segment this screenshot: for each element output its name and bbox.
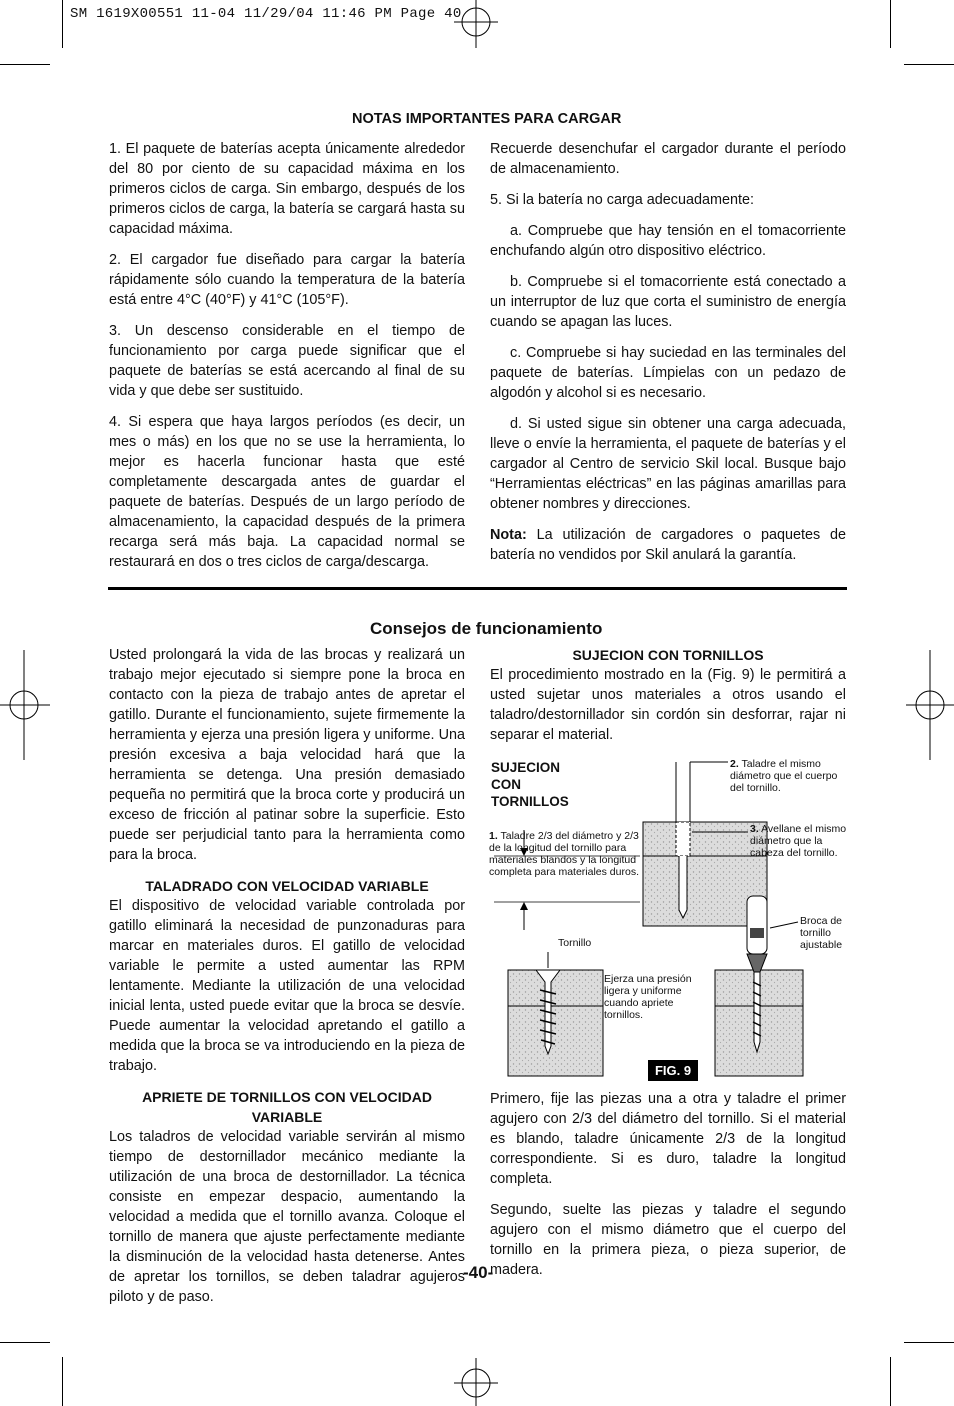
note-5a: a. Compruebe que hay tensión en el tomacorriente enchufando algún otro dispositivo eléctrico.	[490, 223, 846, 259]
registration-mark-right	[902, 650, 954, 760]
screw-fastening-text: El procedimiento mostrado en la (Fig. 9) le permitirá a usted sujetar unos materiales a otros usando el taladro/destornillador sin cordón sin desforrar, rajar ni separar el material.	[490, 667, 846, 743]
unplug-note: Recuerde desenchufar el cargador durante el período de almacenamiento.	[490, 141, 846, 177]
note-5: 5. Si la batería no carga adecuadamente:	[490, 192, 755, 208]
operating-tips-left-column	[109, 645, 465, 1318]
note-text: La utilización de cargadores o paquetes de batería no vendidos por Skil anulará la garantía.	[490, 527, 846, 563]
charging-notes-heading: NOTAS IMPORTANTES PARA CARGAR	[352, 111, 622, 127]
charging-notes-right-column	[490, 139, 846, 576]
label-1-text: Taladre 2/3 del diámetro y 2/3 de la longitud del tornillo para materiales blandos y la longitud completa para materiales duros.	[489, 830, 639, 878]
label-3	[750, 823, 854, 859]
figure-tag: FIG. 9	[648, 1060, 698, 1081]
registration-mark-top	[452, 0, 502, 50]
note-5c: c. Compruebe si hay suciedad en las terminales del paquete de baterías. Límpielas con un pedazo de algodón y alcohol si es necesario.	[490, 345, 846, 401]
note-2: 2. El cargador fue diseñado para cargar la batería rápidamente sólo cuando la temperatura de la batería está entre 4°C (40°F) y 41°C (105°F).	[109, 252, 465, 308]
label-1	[489, 830, 639, 878]
note-3: 3. Un descenso considerable en el tiempo de funcionamiento por carga puede significar que el paquete de baterías se está acercando al final de su vida y que debe ser sustituido.	[109, 323, 465, 399]
label-3-number: 3.	[750, 823, 759, 835]
variable-speed-drilling-heading: TALADRADO CON VELOCIDAD VARIABLE	[145, 878, 429, 894]
note-label: Nota:	[490, 527, 527, 543]
figure-9	[488, 750, 854, 1090]
variable-speed-screwdriving-heading: APRIETE DE TORNILLOS CON VELOCIDAD VARIABLE	[142, 1089, 432, 1125]
note-4: 4. Si espera que haya largos períodos (es decir, un mes o más) en los que no se use la herramienta, lo mejor es hacerla funcionar hasta que esté completamente descargada antes de guardar el paquete de baterías. Después de un largo período de almacenamiento, la capacidad después de la primera recarga será más baja. La capacidad normal se restaurará en dos o tres ciclos de carga/descarga.	[109, 414, 465, 570]
warranty-note	[490, 525, 846, 565]
step-first: Primero, fije las piezas una a otra y taladre el primer agujero con 2/3 del diámetro del tornillo. Si el material es blando, taladre únicamente 2/3 de la longitud correspondiente. Si es duro, taladre la longitud completa.	[490, 1091, 846, 1187]
section-divider	[108, 587, 847, 590]
label-apply-pressure: Ejerza una presión ligera y uniforme cuando apriete tornillos.	[604, 973, 692, 1021]
charging-notes-left-column	[109, 139, 465, 583]
procedure-steps	[490, 1089, 846, 1291]
variable-speed-screwdriving-text: Los taladros de velocidad variable servirán al mismo tiempo de destornillador mecánico mediante la utilización de una broca de destornillador. La técnica consiste en empezar despacio, aumentando la velocidad a medida que el tornillo avanza. Coloque el tornillo de manera que ajuste perfectamente mediante la disminución de la velocidad hasta detenerse. Antes de apretar los tornillos, se deben taladrar agujeros piloto y de paso.	[109, 1129, 465, 1305]
print-slug: SM 1619X00551 11-04 11/29/04 11:46 PM Page 40	[70, 6, 462, 22]
operating-tips-heading: Consejos de funcionamiento	[370, 619, 603, 638]
label-screw: Tornillo	[558, 937, 592, 949]
label-1-number: 1.	[489, 830, 498, 842]
note-5b: b. Compruebe si el tomacorriente está conectado a un interruptor de luz que corta el suministro de energía cuando se apagan las luces.	[490, 274, 846, 330]
figure-title: SUJECION CON TORNILLOS	[491, 760, 569, 809]
registration-mark-left	[0, 650, 52, 760]
tips-intro: Usted prolongará la vida de las brocas y realizará un trabajo mejor ejecutado si siempre pone la broca en contacto con la pieza de trabajo antes de apretar el gatillo. Durante el funcionamiento, sujete firmemente la herramienta y ejerza una presión ligera y uniforme. Una presión excesiva a baja velocidad hará que la herramienta se detenga. Una presión demasiado pequeña no permitirá que la broca corte y producirá un exceso de fricción al patinar sobre la superficie. Esto puede ser perjudicial tanto para la herramienta como para la broca.	[109, 647, 465, 863]
operating-tips-right-column	[490, 645, 846, 756]
registration-mark-bottom	[452, 1358, 502, 1406]
label-adjustable-bit: Broca de tornillo ajustable	[800, 915, 843, 951]
label-3-text: Avellane el mismo diámetro que la cabeza del tornillo.	[750, 823, 847, 859]
note-1: 1. El paquete de baterías acepta únicamente alrededor del 80 por ciento de su capacidad máxima en los primeros ciclos de carga. Sin embargo, después de los primeros ciclos de carga, la batería se cargará hasta su capacidad máxima.	[109, 141, 465, 237]
label-2-text: Taladre el mismo diámetro que el cuerpo del tornillo.	[730, 758, 838, 794]
page-number: -40-	[463, 1263, 494, 1282]
label-2	[730, 758, 840, 794]
step-second: Segundo, suelte las piezas y taladre el segundo agujero con el mismo diámetro que el cuerpo del tornillo en la primera pieza, o pieza superior, de madera.	[490, 1202, 846, 1278]
note-5d: d. Si usted sigue sin obtener una carga adecuada, lleve o envíe la herramienta, el paquete de baterías y el cargador al Centro de servicio Skil local. Busque bajo “Herramientas eléctricas” en las páginas amarillas para obtener nombres y direcciones.	[490, 416, 846, 512]
screw-fastening-heading: SUJECION CON TORNILLOS	[572, 647, 764, 663]
variable-speed-drilling-text: El dispositivo de velocidad variable controlada por gatillo eliminará la necesidad de punzonaduras para marcar en materiales duros. El gatillo de velocidad variable le permite a usted aumentar las RPM lentamente. Mediante la utilización de una velocidad inicial lenta, usted puede evitar que la broca se desvíe. Puede aumentar la velocidad apretando el gatillo a medida que la broca se va introduciendo en la pieza de trabajo.	[109, 898, 465, 1074]
label-2-number: 2.	[730, 758, 739, 770]
